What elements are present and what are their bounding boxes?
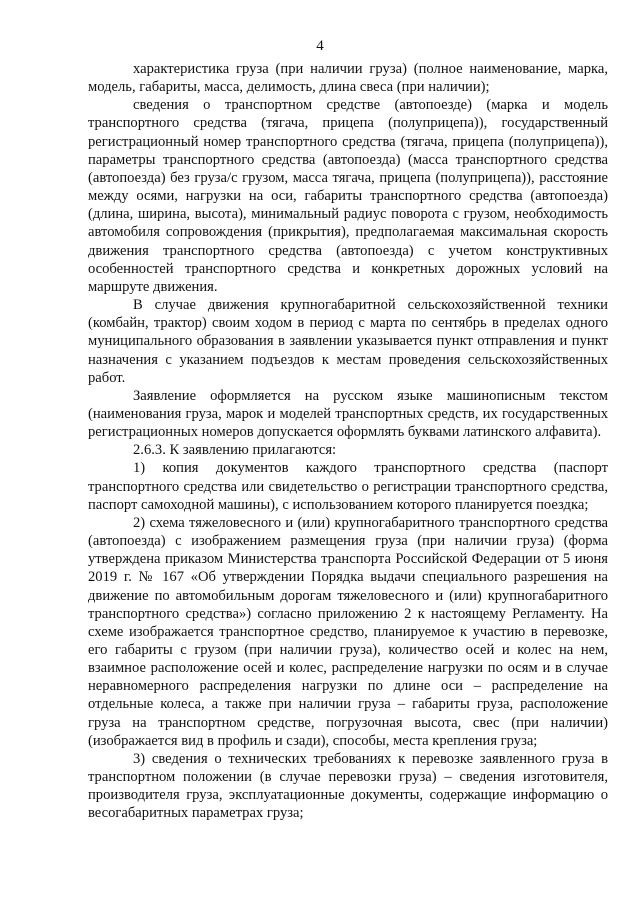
paragraph-cargo-characteristics: характеристика груза (при наличии груза) (полное наименование, марка, модель, габариты, масса, делимость, длина свеса (при наличии); <box>88 61 608 96</box>
paragraph-application-language: Заявление оформляется на русском языке машинописным текстом (наименования груза, марок и моделей транспортных средств, их государственных регистрационных номеров допускается оформлять буквами латинского алфавита). <box>88 387 608 441</box>
document-body <box>88 60 608 823</box>
page-number: 4 <box>316 38 324 54</box>
paragraph-attachments-heading: 2.6.3. К заявлению прилагаются: <box>133 442 337 459</box>
paragraph-item-3: 3) сведения о технических требованиях к перевозке заявленного груза в транспортном положении (в случае перевозки груза) – сведения изготовителя, производителя груза, эксплуатационные документы, содержащие информацию о весогабаритных параметрах груза; <box>88 750 608 822</box>
paragraph-item-1: 1) копия документов каждого транспортного средства (паспорт транспортного средства или свидетельство о регистрации транспортного средства, паспорт самоходной машины), с использованием которого планируется поездка; <box>88 460 608 513</box>
paragraph-item-2: 2) схема тяжеловесного и (или) крупногабаритного транспортного средства (автопоезда) с изображением размещения груза (при наличии груза) (форма утверждена приказом Министерства транспорта Российской Федерации от 5 июня 2019 г. № 167 «Об утверждении Порядка выдачи специального разрешения на движение по автомобильным дорогам тяжеловесного и (или) крупногабаритного транспортного средства») согласно приложению 2 к настоящему Регламенту. На схеме изображается транспортное средство, планируемое к участию в перевозке, его габариты с грузом (при наличии груза), количество осей и колес на нем, взаимное расположение осей и колес, распределение нагрузки по осям и в случае неравномерного распределения нагрузки по длине оси – распределение на отдельные колеса, а также при наличии груза – габариты груза, расположение груза на транспортном средстве, погрузочная высота, свес (при наличии) (изображается вид в профиль и сзади), способы, места крепления груза; <box>88 514 608 749</box>
paragraph-vehicle-info: сведения о транспортном средстве (автопоезде) (марка и модель транспортного средства (тягача, прицепа (полуприцепа)), государственный регистрационный номер транспортного средства (тягача, прицепа (полуприцепа)), параметры транспортного средства (автопоезда) (масса транспортного средства (автопоезда) без груза/с грузом, масса тягача, прицепа (полуприцепа)), расстояние между осями, нагрузки на оси, габариты транспортного средства (автопоезда) (длина, ширина, высота), минимальный радиус поворота с грузом, необходимость автомобиля сопровождения (прикрытия), предполагаемая максимальная скорость движения транспортного средства (автопоезда) с учетом конструктивных особенностей транспортного средства и конкретных дорожных условий на маршруте движения. <box>88 97 608 295</box>
paragraph-agricultural-machinery: В случае движения крупногабаритной сельскохозяйственной техники (комбайн, трактор) своим ходом в период с марта по сентябрь в пределах одного муниципального образования в заявлении указывается пункт отправления и пункт назначения с указанием подъездов к местам проведения сельскохозяйственных работ. <box>88 297 608 386</box>
